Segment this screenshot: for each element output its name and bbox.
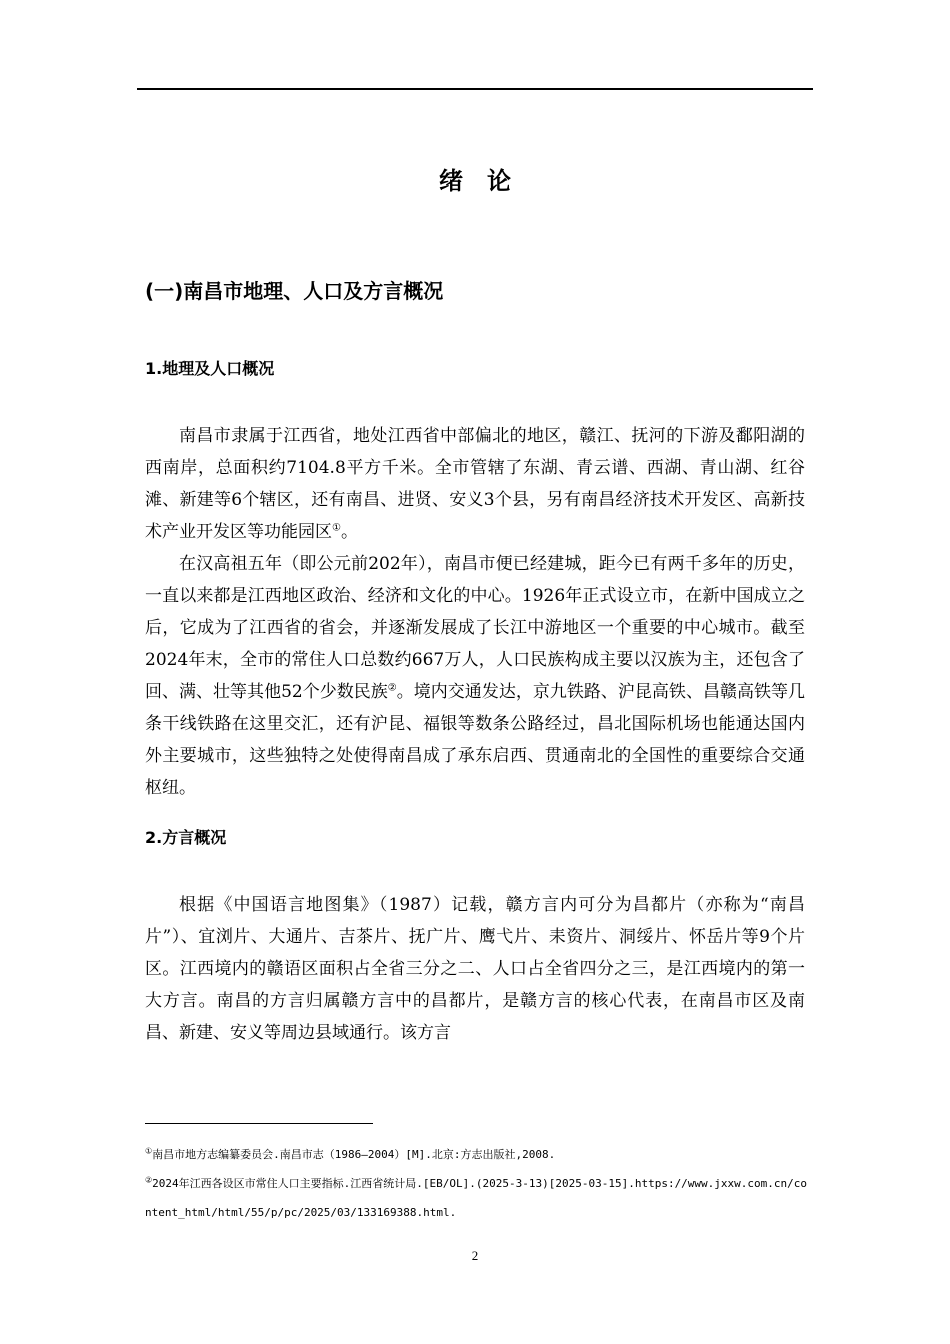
section-heading: (一)南昌市地理、人口及方言概况 <box>145 279 444 303</box>
footnote-mark: ② <box>145 1175 153 1185</box>
header-rule <box>137 88 813 90</box>
footnote-item <box>145 1140 810 1169</box>
paragraph: 在汉高祖五年（即公元前202年），南昌市便已经建城，距今已有两千多年的历史，一直以来都是江西地区政治、经济和文化的中心。1926年正式设立市，在新中国成立之后，它成为了江西省的省会，并逐渐发展成了长江中游地区一个重要的中心城市。截至2024年末，全市的常住人口总数约667万人，人口民族构成主要以汉族为主，还包含了回、满、壮等其他52个少数民族②。境内交通发达，京九铁路、沪昆高铁、昌赣高铁等几条干线铁路在这里交汇，还有沪昆、福银等数条公路经过，昌北国际机场也能通达国内外主要城市，这些独特之处使得南昌成了承东启西、贯通南北的全国性的重要综合交通枢纽。 <box>145 554 806 798</box>
paragraph: 南昌市隶属于江西省，地处江西省中部偏北的地区，赣江、抚河的下游及鄱阳湖的西南岸，总面积约7104.8平方千米。全市管辖了东湖、青云谱、西湖、青山湖、红谷滩、新建等6个辖区，还有南昌、进贤、安义3个县，另有南昌经济技术开发区、高新技术产业开发区等功能园区①。 <box>145 426 805 542</box>
dialect-text <box>145 889 805 1049</box>
page-number: 2 <box>471 1248 479 1263</box>
paragraph: 根据《中国语言地图集》（1987）记载，赣方言内可分为昌都片（亦称为“南昌片”）、宜浏片、大通片、吉茶片、抚广片、鹰弋片、耒资片、洞绥片、怀岳片等9个片区。江西境内的赣语区面积占全省三分之二、人口占全省四分之三，是江西境内的第一大方言。南昌的方言归属赣方言中的昌都片，是赣方言的核心代表，在南昌市区及南昌、新建、安义等周边县域通行。该方言 <box>145 895 805 1043</box>
footnote-ref[interactable]: ① <box>332 522 341 534</box>
chapter-title: 绪 论 <box>439 167 511 195</box>
subsection-heading-geography: 1.地理及人口概况 <box>145 359 275 378</box>
footnote-text: 2024年江西各设区市常住人口主要指标.江西省统计局.[EB/OL].(2025-3-13)[2025-03-15].https://www.jxxw.com.cn/content_html/html/55/p/pc/2025/03/133169388.html. <box>145 1177 808 1219</box>
footnote-mark: ① <box>145 1146 153 1156</box>
footnote-separator <box>145 1123 373 1124</box>
footnotes <box>145 1140 810 1227</box>
footnote-item <box>145 1169 810 1227</box>
footnote-text: 南昌市地方志编纂委员会.南昌市志（1986—2004）[M].北京:方志出版社,2008. <box>152 1148 556 1161</box>
subsection-heading-dialect: 2.方言概况 <box>145 828 227 847</box>
footnote-ref[interactable]: ② <box>387 682 397 694</box>
geography-text <box>145 420 805 804</box>
